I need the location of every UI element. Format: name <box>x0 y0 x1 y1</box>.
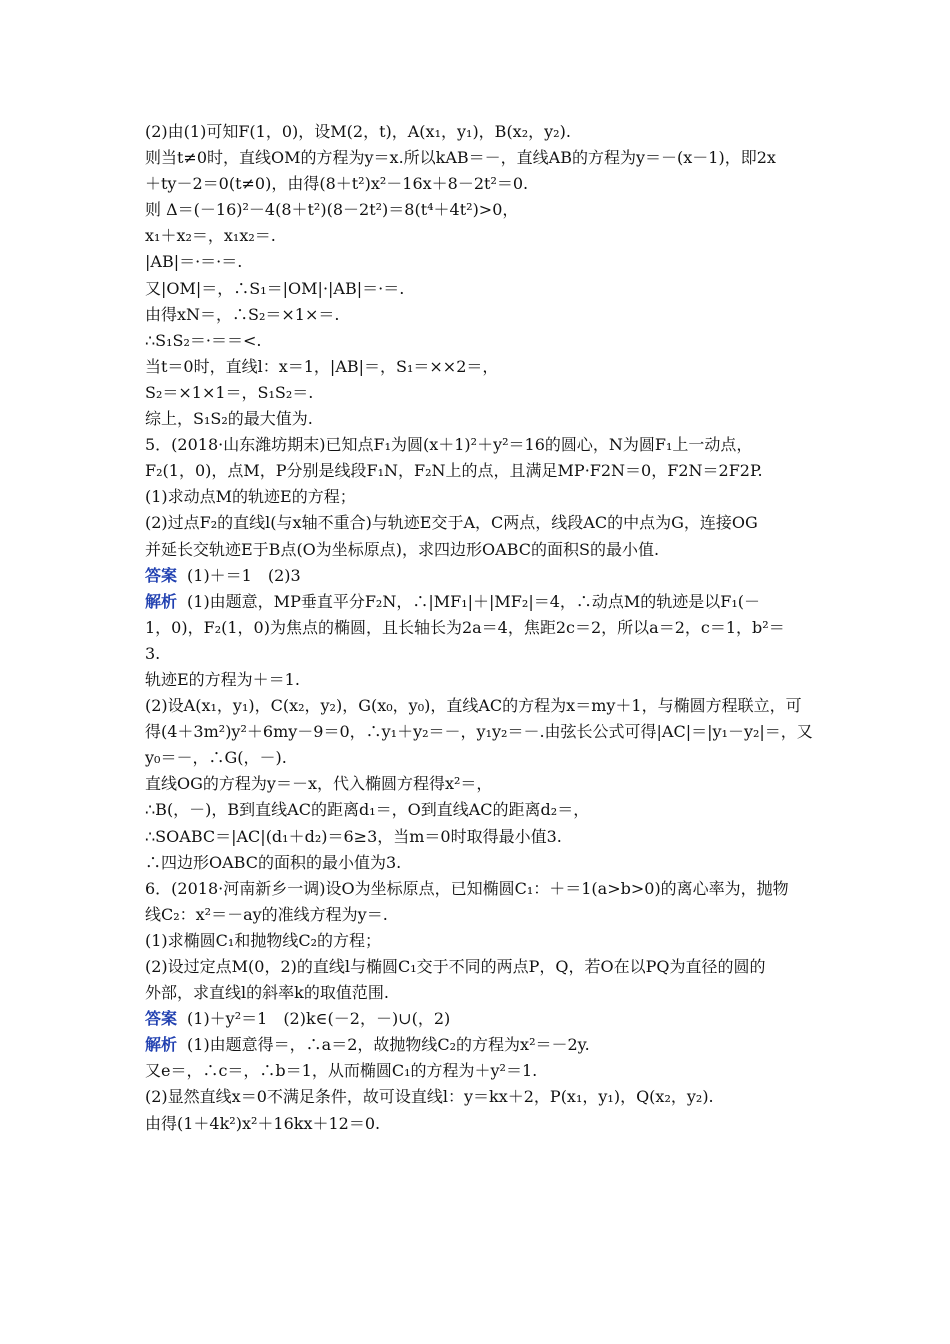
text-line <box>145 980 825 1006</box>
line-text: 轨迹E的方程为＋＝1. <box>145 669 300 689</box>
text-line <box>145 302 825 328</box>
text-line <box>145 667 825 693</box>
line-text: x₁＋x₂＝，x₁x₂＝. <box>145 226 276 246</box>
line-text: 6．(2018·河南新乡一调)设O为坐标原点，已知椭圆C₁：＋＝1(a>b>0)的离心率为，抛物 <box>145 878 789 898</box>
text-line <box>145 771 825 797</box>
line-text: |AB|＝·＝·＝. <box>145 252 243 272</box>
text-line <box>145 1058 825 1084</box>
text-line <box>145 1006 825 1032</box>
line-text: 当t＝0时，直线l：x＝1，|AB|＝，S₁＝××2＝， <box>145 356 499 376</box>
line-text: 又|OM|＝，∴S₁＝|OM|·|AB|＝·＝. <box>145 278 405 298</box>
text-line <box>145 354 825 380</box>
line-text: 由得xN＝，∴S₂＝×1×＝. <box>145 304 340 324</box>
text-line <box>145 458 825 484</box>
text-line <box>145 850 825 876</box>
line-text: ∴SOABC＝|AC|(d₁＋d₂)＝6≥3，当m＝0时取得最小值3. <box>145 826 562 846</box>
text-line <box>145 197 825 223</box>
line-text: 综上，S₁S₂的最大值为. <box>145 409 313 429</box>
line-text: (2)设过定点M(0，2)的直线l与椭圆C₁交于不同的两点P，Q，若O在以PQ为直径的圆的 <box>145 957 766 976</box>
text-line <box>145 824 825 850</box>
line-text: S₂＝×1×1＝，S₁S₂＝. <box>145 382 314 402</box>
text-line <box>145 797 825 823</box>
text-line <box>145 1032 825 1058</box>
text-line <box>145 432 825 458</box>
line-text: ＋ty－2＝0(t≠0)，由得(8＋t²)x²－16x＋8－2t²＝0. <box>145 174 529 194</box>
line-text: 由得(1＋4k²)x²＋16kx＋12＝0. <box>145 1113 381 1133</box>
line-text: (1)由题意，MP垂直平分F₂N，∴|MF₁|＋|MF₂|＝4，∴动点M的轨迹是以F₁(－ <box>187 591 761 611</box>
analysis-label: 解析 <box>145 1035 178 1055</box>
text-line <box>145 510 825 536</box>
line-text: 得(4＋3m²)y²＋6my－9＝0，∴y₁＋y₂＝－，y₁y₂＝－.由弦长公式可得|AC|＝|y₁－y₂|＝，又 <box>145 722 813 742</box>
line-text: (2)过点F₂的直线l(与x轴不重合)与轨迹E交于A，C两点，线段AC的中点为G，连接OG <box>145 513 758 533</box>
line-text: ∴S₁S₂＝·＝＝<. <box>145 330 262 350</box>
text-line <box>145 537 825 563</box>
line-text: 1，0)，F₂(1，0)为焦点的椭圆，且长轴长为2a＝4，焦距2c＝2，所以a＝2，c＝1，b²＝ <box>145 617 785 637</box>
line-text: (1)求椭圆C₁和抛物线C₂的方程； <box>145 930 381 950</box>
text-line <box>145 745 825 771</box>
text-line <box>145 719 825 745</box>
line-text: (2)由(1)可知F(1，0)，设M(2，t)，A(x₁，y₁)，B(x₂，y₂). <box>145 122 571 141</box>
line-text: 3. <box>145 643 161 663</box>
text-line <box>145 145 825 171</box>
line-text: 又e＝，∴c＝，∴b＝1，从而椭圆C₁的方程为＋y²＝1. <box>145 1061 538 1081</box>
line-text: 则 Δ＝(－16)²－4(8＋t²)(8－2t²)＝8(t⁴＋4t²)>0， <box>145 200 519 220</box>
line-text: 则当t≠0时，直线OM的方程为y＝x.所以kAB＝－，直线AB的方程为y＝－(x－1)，即2x <box>145 148 776 168</box>
text-line <box>145 563 825 589</box>
line-text: ∴四边形OABC的面积的最小值为3. <box>145 852 402 872</box>
line-text: F₂(1，0)，点M，P分别是线段F₁N，F₂N上的点，且满足MP·F2N＝0，F2N＝2F2P. <box>145 461 763 481</box>
text-line <box>145 276 825 302</box>
analysis-label: 解析 <box>145 591 178 611</box>
line-text: (1)由题意得＝，∴a＝2，故抛物线C₂的方程为x²＝－2y. <box>187 1035 590 1055</box>
text-line <box>145 380 825 406</box>
text-line <box>145 1084 825 1110</box>
text-line <box>145 589 825 615</box>
line-text: (1)＋y²＝1 (2)k∈(－2，－)∪(，2) <box>187 1009 451 1029</box>
text-line <box>145 928 825 954</box>
line-text: (2)显然直线x＝0不满足条件，故可设直线l：y＝kx＋2，P(x₁，y₁)，Q(x₂，y₂). <box>145 1087 714 1107</box>
line-text: 线C₂：x²＝－ay的准线方程为y＝. <box>145 904 388 924</box>
answer-label: 答案 <box>145 565 178 585</box>
line-text: 外部，求直线l的斜率k的取值范围. <box>145 983 389 1003</box>
answer-label: 答案 <box>145 1009 178 1029</box>
line-text: y₀＝－，∴G(，－). <box>145 748 287 768</box>
text-line <box>145 615 825 641</box>
text-line <box>145 954 825 980</box>
line-text: (1)求动点M的轨迹E的方程； <box>145 487 356 507</box>
text-line <box>145 1111 825 1137</box>
text-line <box>145 876 825 902</box>
text-line <box>145 641 825 667</box>
text-line <box>145 249 825 275</box>
line-text: 并延长交轨迹E于B点(O为坐标原点)，求四边形OABC的面积S的最小值. <box>145 539 660 559</box>
line-text: (2)设A(x₁，y₁)，C(x₂，y₂)，G(x₀，y₀)，直线AC的方程为x＝my＋1，与椭圆方程联立，可 <box>145 696 802 716</box>
text-line <box>145 406 825 432</box>
text-line <box>145 902 825 928</box>
line-text: ∴B(，－)，B到直线AC的距离d₁＝，O到直线AC的距离d₂＝， <box>145 800 590 820</box>
text-line <box>145 171 825 197</box>
text-line <box>145 328 825 354</box>
text-line <box>145 119 825 145</box>
line-text: (1)＋＝1 (2)3 <box>187 565 301 585</box>
text-line <box>145 223 825 249</box>
line-text: 5．(2018·山东潍坊期末)已知点F₁为圆(x＋1)²＋y²＝16的圆心，N为圆F₁上一动点， <box>145 435 753 455</box>
line-text: 直线OG的方程为y＝－x，代入椭圆方程得x²＝， <box>145 774 493 794</box>
text-line <box>145 484 825 510</box>
text-line <box>145 693 825 719</box>
document-body <box>145 119 825 1137</box>
